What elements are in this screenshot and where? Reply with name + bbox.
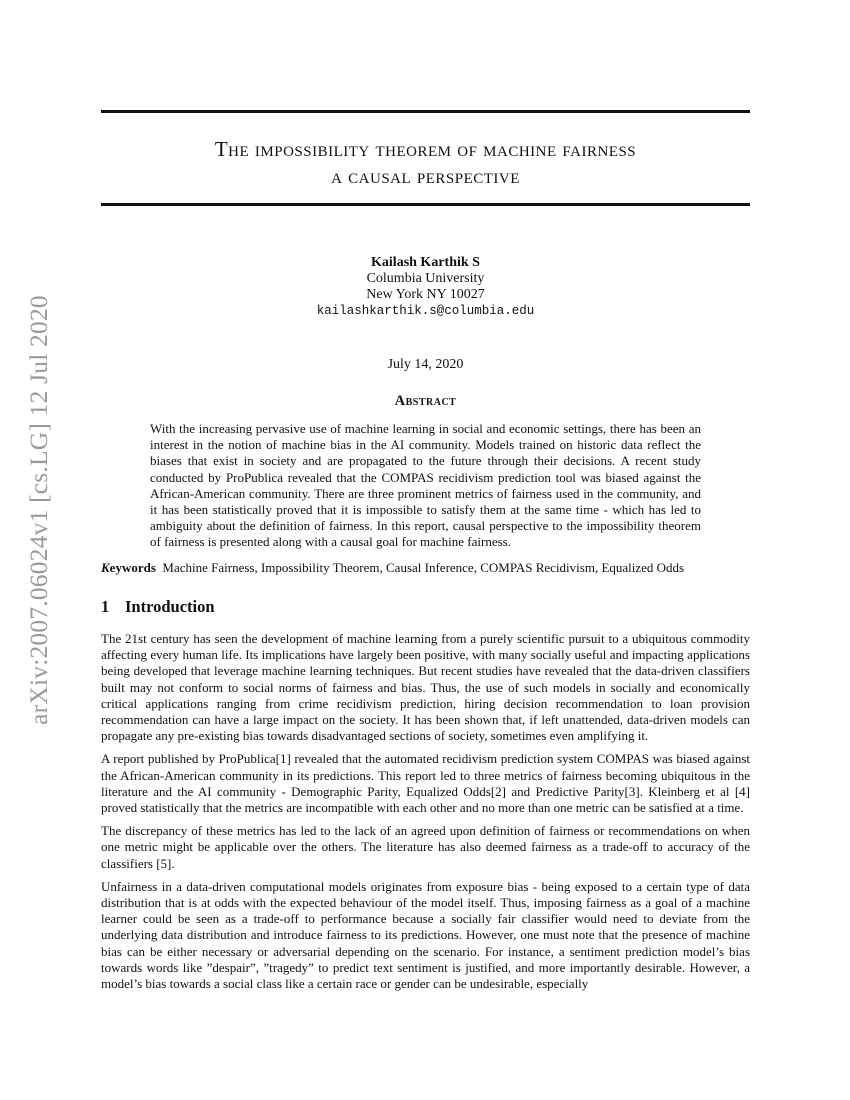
paper-date: July 14, 2020 [387,357,464,372]
title-line-1 [101,136,750,163]
author-email[interactable]: kailashkarthik.s@columbia.edu [316,304,535,318]
author-name: Kailash Karthik S [371,255,480,270]
arxiv-stamp: arXiv:2007.06024v1 [cs.LG] 12 Jul 2020 [24,295,53,725]
arxiv-sidebar [22,295,56,725]
title-top-rule [101,110,750,113]
author-location: New York NY 10027 [366,287,485,302]
paragraph: The discrepancy of these metrics has led to the lack of an agreed upon definition of fairness or recommendations on when one metric might be applicable over the others. The literature has also deemed fairness as a trade-off to accuracy of the classifiers [5]. [101,823,750,871]
paragraph: Unfairness in a data-driven computational models originates from exposure bias - being exposed to a certain type of data distribution that is at odds with the expected behaviour of the model itself. Thus, imposing fairness as a goal of a machine learner could be seen as a trade-off to performance because a socially fair classifier would need to deviate from the underlying data distribution and introduce fairness to its predictions. However, one must note that the presence of machine bias can be either necessary or adversarial depending on the scenario. For instance, a sentiment prediction model’s bias towards words like ”despair”, ”tragedy” to predict text sentiment is justified, and more importantly desirable. However, a model’s bias towards a social class like a certain race or gender can be undesirable, especially [101,878,750,992]
section-body [101,631,750,999]
paper-title [101,136,750,190]
title-line-1-rest: he impossibility theorem of machine fairness [228,137,637,161]
section-heading [101,597,750,617]
keywords-label [101,560,156,575]
paragraph: A report published by ProPublica[1] revealed that the automated recidivism prediction system COMPAS was biased against the African-American community in its predictions. This report led to three metrics of fairness becoming ubiquitous in the literature and the AI community - Demographic Parity, Equalized Odds[2] and Predictive Parity[3]. Kleinberg et al [4] proved statistically that the metrics are incompatible with each other and no more than one metric can be satisfied at a time. [101,751,750,816]
keywords-label-initial: K [101,560,110,575]
abstract-heading: Abstract [394,393,457,409]
title-line-2: a causal perspective [331,164,520,188]
section-title: Introduction [125,597,215,616]
abstract-text: With the increasing pervasive use of machine learning in social and economic settings, there has been an interest in the notion of machine bias in the AI community. Models trained on historic data reflect the biases that exist in society and are propagated to the future through their decisions. A recent study conducted by ProPublica revealed that the COMPAS recidivism prediction tool was biased against the African-American community. There are three prominent metrics of fairness used in the community, and it has been statistically proved that it is impossible to satisfy them at the same time - which has led to ambiguity about the definition of fairness. In this report, causal perspective to the impossibility theorem of fairness is presented along with a causal goal for machine fairness. [150,421,701,550]
author-affiliation: Columbia University [366,271,485,286]
keywords-line [101,560,750,576]
keywords-text: Machine Fairness, Impossibility Theorem, Causal Inference, COMPAS Recidivism, Equalized Odds [162,560,685,575]
section-number: 1 [101,597,110,616]
title-bottom-rule [101,203,750,206]
paragraph: The 21st century has seen the development of machine learning from a purely scientific pursuit to a ubiquitous commodity affecting every human life. Its implications have largely been positive, with many socially useful and impacting applications being developed that leverage machine learning techniques. But recent studies have revealed that the data-driven classifiers built may not conform to social norms of fairness and bias. Thus, the use of such models in socially and economically critical applications ranging from crime recidivism prediction, hiring decision recommendation to loan provision recommendation can have a large impact on the society. It has been shown that, if left unattended, data-driven models can propagate any pre-existing bias towards disadvantaged sections of society, sometimes even amplifying it. [101,631,750,744]
author-block [101,255,750,319]
title-initial: T [214,137,229,161]
keywords-label-rest: eywords [109,560,156,575]
